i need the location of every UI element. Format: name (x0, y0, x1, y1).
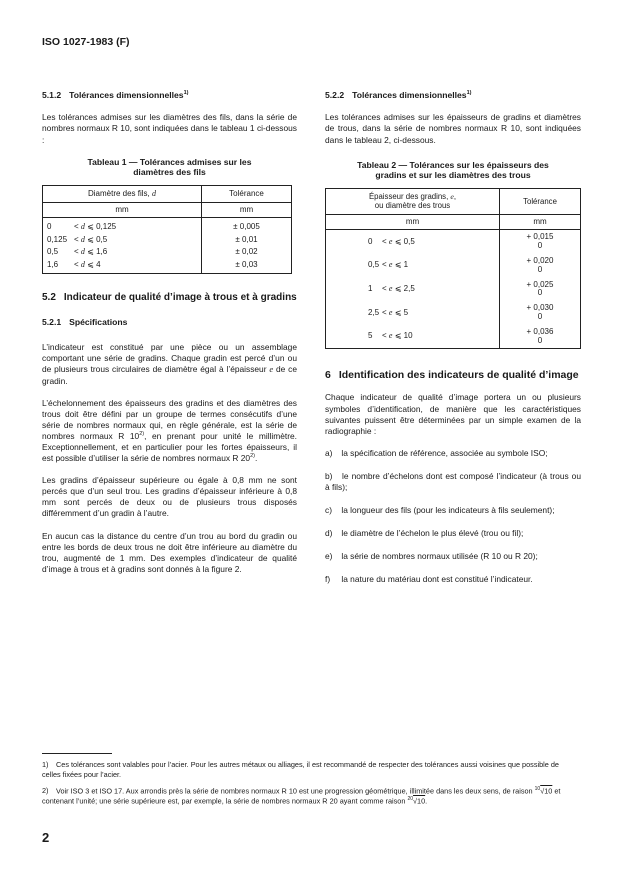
range-cell (326, 278, 500, 302)
tol-lower: 0 (537, 241, 543, 251)
footnote-ref: 2) (250, 453, 255, 460)
left-column (42, 90, 297, 586)
text-run: L’indicateur est constitué par une pièce ou un assemblage comportant une série de gradins. Chaque gradin est percé d’un ou de plusieurs trous circulaires de diamètre égal à l’épaisseur (42, 342, 297, 375)
text-run: . (254, 453, 258, 464)
paragraph (42, 342, 297, 386)
section-5-1-2-heading (42, 90, 297, 101)
footnote-1 (42, 760, 577, 780)
unit-cell: mm (43, 202, 202, 218)
lt-symbol: < (382, 236, 387, 246)
range-hi: 10 (403, 331, 413, 341)
document-header: ISO 1027-1983 (F) (42, 36, 130, 48)
footnote-text: Ces tolérances sont valables pour l’acier. Pour les autres métaux ou alliages, il est recommandé de respecter des tolérances aussi voisines que possible de celles fixées pour l’acier. (42, 760, 559, 779)
tol-lower: 0 (537, 335, 543, 345)
caption-line: Tableau 1 — Tolérances admises sur les (87, 156, 252, 167)
section-6-text: Chaque indicateur de qualité d’image portera un ou plusieurs symboles d’identification, de manière que les caractéristiques suivantes puissent être déterminées par un simple examen de la radiographie : (325, 392, 581, 436)
range-lo: 5 (368, 331, 373, 341)
range-lo: 1,6 (47, 259, 59, 269)
table-2-caption (325, 160, 581, 181)
section-number: 5.2.2 (325, 90, 345, 100)
list-label: c) (325, 505, 332, 516)
tolerance-cell (500, 325, 581, 349)
tolerance-cell (500, 230, 581, 254)
range-lo: 0 (368, 236, 373, 246)
tol-lower: 0 (537, 311, 543, 321)
header-text: ou diamètre des trous (374, 201, 451, 211)
list-label: e) (325, 551, 333, 562)
list-item (325, 505, 581, 516)
list-item (325, 528, 581, 539)
tolerance-cell (500, 254, 581, 278)
list-label: b) (325, 470, 333, 481)
footnote-ref: 1) (466, 90, 472, 97)
page-number: 2 (42, 830, 50, 845)
tolerance-cell (500, 301, 581, 325)
header-text: Épaisseur des gradins, (368, 192, 451, 202)
range-lo: 0 (47, 222, 52, 232)
footnote-text: Voir ISO 3 et ISO 17. Aux arrondis près la série de nombres normaux R 10 est une progression géométrique, illimitée dans les deux sens, de raison (56, 786, 535, 796)
section-title: Spécifications (69, 316, 128, 327)
paragraph: En aucun cas la distance du centre d’un trou au bord du gradin ou entre les bords de deux trous ne doit être inférieure au diamètre du trou, augmenté de 1 mm. Des exemples d’indicateur de qualité d’image à trous et à gradins sont donnés à la figure 2. (42, 530, 297, 574)
list-text: le diamètre de l’échelon le plus élevé (trou ou fil); (341, 528, 524, 539)
list-label: d) (325, 528, 333, 539)
range-lo: 0,5 (47, 247, 59, 257)
tolerance-cell: ± 0,01 (202, 234, 292, 247)
table-header (326, 189, 500, 215)
footnote-text: . (425, 796, 428, 806)
range-var: d (80, 222, 85, 232)
range-var: d (80, 247, 85, 257)
unit-cell: mm (202, 202, 292, 218)
table-header: Tolérance (500, 189, 581, 215)
tolerance-cell (500, 278, 581, 302)
list-text: le nombre d’échelons dont est composé l’indicateur (à trous ou à fils); (325, 470, 582, 492)
caption-line: Tableau 2 — Tolérances sur les épaisseurs des (357, 159, 549, 170)
header-text: , (453, 192, 457, 202)
lt-symbol: < (74, 234, 79, 244)
lt-symbol: < (74, 259, 79, 269)
tol-upper: + 0,020 (526, 255, 554, 265)
range-hi: 5 (403, 307, 409, 317)
section-title: Tolérances dimensionnelles (69, 90, 184, 100)
identification-list (325, 448, 581, 586)
range-hi: 1,6 (96, 247, 108, 257)
table-header (43, 186, 202, 203)
range-cell (326, 230, 500, 254)
le-symbol: ⩽ (87, 234, 94, 244)
section-6-heading (325, 369, 581, 382)
section-5-2-1-heading (42, 317, 297, 328)
table-row (326, 278, 581, 302)
range-hi: 4 (96, 259, 101, 269)
lt-symbol: < (74, 222, 79, 232)
text-run: , en prenant pour unité le millimètre. Exceptionnellement, et en particulier pour les fortes épaisseurs, il est possible d’utiliser la série de nombres normaux R 20 (42, 430, 298, 464)
section-5-1-2-text: Les tolérances admises sur les diamètres des fils, dans la série de nombres normaux R 10, sont indiquées dans le tableau 1 ci-dessous : (42, 112, 297, 145)
range-var: d (80, 234, 85, 244)
list-item (325, 551, 581, 562)
table-1 (42, 185, 292, 274)
tol-lower: 0 (537, 264, 543, 274)
range-hi: 0,5 (403, 236, 415, 246)
range-lo: 0,125 (47, 234, 68, 244)
tol-upper: + 0,030 (526, 303, 554, 313)
table-row (326, 230, 581, 254)
radical-expression: √10 (540, 786, 553, 796)
text-run: de ce gradin. (42, 364, 297, 386)
section-title: Identification des indicateurs de qualité d’image (338, 369, 579, 382)
section-title: Tolérances dimensionnelles (352, 90, 467, 100)
list-label: f) (325, 574, 331, 585)
lt-symbol: < (382, 284, 387, 294)
header-text: Diamètre des fils, (87, 189, 153, 199)
le-symbol: ⩽ (394, 307, 402, 317)
range-var: e (388, 307, 393, 317)
section-number: 6 (325, 369, 331, 382)
range-var: e (388, 331, 393, 341)
list-item (325, 448, 581, 459)
range-lo: 1 (368, 284, 373, 294)
range-var: e (388, 260, 393, 270)
table-row (43, 218, 292, 234)
le-symbol: ⩽ (394, 236, 402, 246)
lt-symbol: < (74, 247, 79, 257)
range-hi: 0,125 (96, 222, 117, 232)
table-row (326, 254, 581, 278)
tol-upper: + 0,025 (526, 279, 554, 289)
lt-symbol: < (382, 260, 387, 270)
range-cell (43, 218, 202, 234)
header-variable: d (152, 189, 157, 199)
text-run: L’échelonnement des épaisseurs des gradins et des diamètres des trous doit être défini par un groupe de termes consécutifs d’une série de nombres normaux qui, en règle générale, est la série de nombres normaux R 10 (42, 397, 297, 441)
section-number: 5.2 (42, 292, 56, 304)
right-column (325, 90, 581, 597)
caption-line: diamètres des fils (133, 167, 206, 178)
range-cell (43, 259, 202, 274)
le-symbol: ⩽ (87, 222, 94, 232)
paragraph: Les gradins d’épaisseur supérieure ou égale à 0,8 mm ne sont percés que d’un seul trou. Les gradins d’épaisseur inférieure à 0,8 mm sont percés de deux ou de plusieurs trous disposés différemment d’un gradin à l’autre. (42, 475, 297, 519)
footnote-text: et contenant l’unité; une série supérieure est, par exemple, la série de nombres normaux R 20 ayant comme raison (42, 786, 561, 806)
le-symbol: ⩽ (394, 284, 402, 294)
list-label: a) (325, 447, 333, 458)
section-5-2-2-heading (325, 90, 581, 101)
range-cell (326, 254, 500, 278)
tolerance-cell: ± 0,02 (202, 246, 292, 259)
le-symbol: ⩽ (87, 259, 94, 269)
footnote-2 (42, 786, 577, 807)
list-text: la longueur des fils (pour les indicateurs à fils seulement); (341, 505, 555, 516)
le-symbol: ⩽ (394, 331, 402, 341)
range-hi: 1 (403, 260, 409, 270)
range-cell (326, 325, 500, 349)
table-2 (325, 188, 581, 349)
footnote-label: 2) (42, 786, 49, 796)
table-row (43, 259, 292, 274)
section-number: 5.1.2 (42, 90, 62, 100)
section-5-2-heading (42, 292, 297, 305)
range-cell (326, 301, 500, 325)
range-hi: 2,5 (403, 284, 415, 294)
range-lo: 0,5 (368, 260, 380, 270)
lt-symbol: < (382, 331, 387, 341)
text-variable: e (269, 365, 274, 375)
section-title: Indicateur de qualité d’image à trous et à gradins (63, 292, 297, 304)
footnote-divider (42, 753, 112, 754)
section-number: 5.2.1 (42, 316, 62, 327)
table-row (43, 246, 292, 259)
table-row (326, 301, 581, 325)
caption-line: gradins et sur les diamètres des trous (375, 170, 531, 181)
footnote-label: 1) (42, 760, 49, 769)
le-symbol: ⩽ (394, 260, 402, 270)
table-header: Tolérance (202, 186, 292, 203)
header-variable: e (450, 192, 454, 202)
tol-upper: + 0,015 (526, 232, 554, 242)
range-hi: 0,5 (96, 234, 108, 244)
paragraph (42, 398, 297, 465)
table-1-caption (42, 157, 297, 178)
list-text: la série de nombres normaux utilisée (R 10 ou R 20); (341, 551, 538, 562)
table-row (43, 234, 292, 247)
list-text: la nature du matériau dont est constitué l’indicateur. (341, 574, 533, 585)
range-cell (43, 246, 202, 259)
range-lo: 2,5 (368, 307, 380, 317)
list-item (325, 471, 581, 493)
tol-lower: 0 (537, 288, 543, 298)
list-text: la spécification de référence, associée au symbole ISO; (341, 447, 548, 458)
unit-cell: mm (500, 214, 581, 230)
unit-cell: mm (326, 214, 500, 230)
lt-symbol: < (382, 307, 387, 317)
footnote-ref: 2) (139, 431, 145, 438)
tol-upper: + 0,036 (526, 326, 554, 336)
footnote-ref: 1) (183, 90, 189, 97)
range-var: e (388, 236, 393, 246)
tolerance-cell: ± 0,03 (202, 259, 292, 274)
range-var: e (388, 284, 393, 294)
le-symbol: ⩽ (87, 247, 94, 257)
radical-index: 10 (534, 786, 541, 792)
section-5-2-2-text: Les tolérances admises sur les épaisseurs de gradins et diamètres de trous, dans la série de nombres normaux R 10, sont indiquées dans le tableau 2, ci-dessous. (325, 112, 581, 145)
range-cell (43, 234, 202, 247)
radical-expression: √10 (413, 796, 426, 806)
range-var: d (80, 259, 85, 269)
radical-index: 20 (407, 796, 414, 803)
table-row (326, 325, 581, 349)
tolerance-cell: ± 0,005 (202, 218, 292, 234)
list-item (325, 574, 581, 585)
